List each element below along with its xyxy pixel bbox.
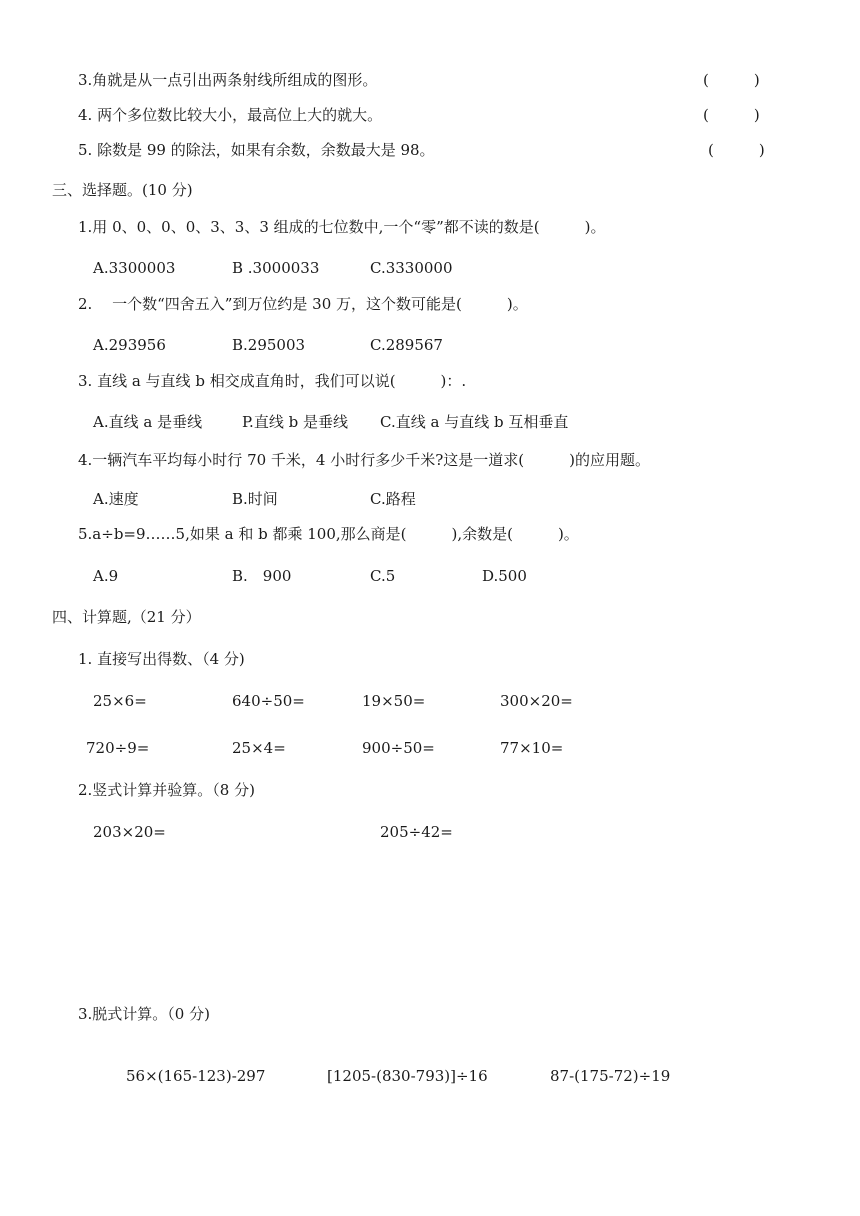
choice-2-option-c[interactable]: C.289567 <box>370 336 443 354</box>
judgment-item-3: 3.角就是从一点引出两条射线所组成的图形。 <box>78 71 378 89</box>
calc-part1-title: 1. 直接写出得数、（4 分) <box>78 650 245 668</box>
judgment-item-4: 4. 两个多位数比较大小，最高位上大的就大。 <box>78 106 383 124</box>
choice-question-1: 1.用 0、0、0、0、3、3、3 组成的七位数中,一个“零”都不读的数是( )。 <box>78 218 606 236</box>
calc-part3-title: 3.脱式计算。（0 分) <box>78 1005 210 1023</box>
choice-5-option-a[interactable]: A.9 <box>93 567 119 585</box>
choice-4-option-a[interactable]: A.速度 <box>93 490 139 508</box>
choice-1-option-b[interactable]: B .3000033 <box>232 259 320 277</box>
choice-question-5: 5.a÷b=9……5,如果 a 和 b 都乘 100,那么商是( ),余数是( )。 <box>78 525 579 543</box>
choice-5-option-c[interactable]: C.5 <box>370 567 396 585</box>
choice-question-2: 2. 一个数“四舍五入”到万位约是 30 万，这个数可能是( )。 <box>78 295 528 313</box>
choice-question-4: 4.一辆汽车平均每小时行 70 千米，4 小时行多少千米?这是一道求( )的应用题。 <box>78 451 650 469</box>
mental-calc-4: 300×20= <box>500 692 573 710</box>
section-heading-choice: 三、选择题。(10 分) <box>52 181 193 199</box>
choice-3-option-b[interactable]: P.直线 b 是垂线 <box>242 413 348 431</box>
mental-calc-2: 640÷50= <box>232 692 305 710</box>
choice-3-option-a[interactable]: A.直线 a 是垂线 <box>93 413 203 431</box>
step-calc-3: 87-(175-72)÷19 <box>550 1067 671 1085</box>
choice-2-option-a[interactable]: A.293956 <box>93 336 166 354</box>
section-heading-calc: 四、计算题,（21 分） <box>52 608 201 626</box>
answer-bracket-4[interactable]: ( ) <box>703 106 760 124</box>
judgment-item-5: 5. 除数是 99 的除法，如果有余数，余数最大是 98。 <box>78 141 435 159</box>
step-calc-1: 56×(165-123)-297 <box>126 1067 266 1085</box>
mental-calc-5: 720÷9= <box>86 739 150 757</box>
calc-part2-title: 2.竖式计算并验算。（8 分) <box>78 781 255 799</box>
choice-2-option-b[interactable]: B.295003 <box>232 336 306 354</box>
choice-5-option-b[interactable]: B. 900 <box>232 567 292 585</box>
mental-calc-1: 25×6= <box>93 692 147 710</box>
vertical-calc-2: 205÷42= <box>380 823 453 841</box>
answer-bracket-3[interactable]: ( ) <box>703 71 760 89</box>
mental-calc-7: 900÷50= <box>362 739 435 757</box>
answer-bracket-5[interactable]: ( ) <box>708 141 765 159</box>
mental-calc-8: 77×10= <box>500 739 564 757</box>
choice-4-option-b[interactable]: B.时间 <box>232 490 278 508</box>
vertical-calc-1: 203×20= <box>93 823 166 841</box>
step-calc-2: [1205-(830-793)]÷16 <box>327 1067 488 1085</box>
choice-5-option-d[interactable]: D.500 <box>482 567 527 585</box>
choice-3-option-c[interactable]: C.直线 a 与直线 b 互相垂直 <box>380 413 569 431</box>
choice-1-option-c[interactable]: C.3330000 <box>370 259 453 277</box>
mental-calc-3: 19×50= <box>362 692 426 710</box>
choice-4-option-c[interactable]: C.路程 <box>370 490 416 508</box>
choice-1-option-a[interactable]: A.3300003 <box>93 259 176 277</box>
mental-calc-6: 25×4= <box>232 739 286 757</box>
choice-question-3: 3. 直线 a 与直线 b 相交成直角时，我们可以说( )：. <box>78 372 467 390</box>
